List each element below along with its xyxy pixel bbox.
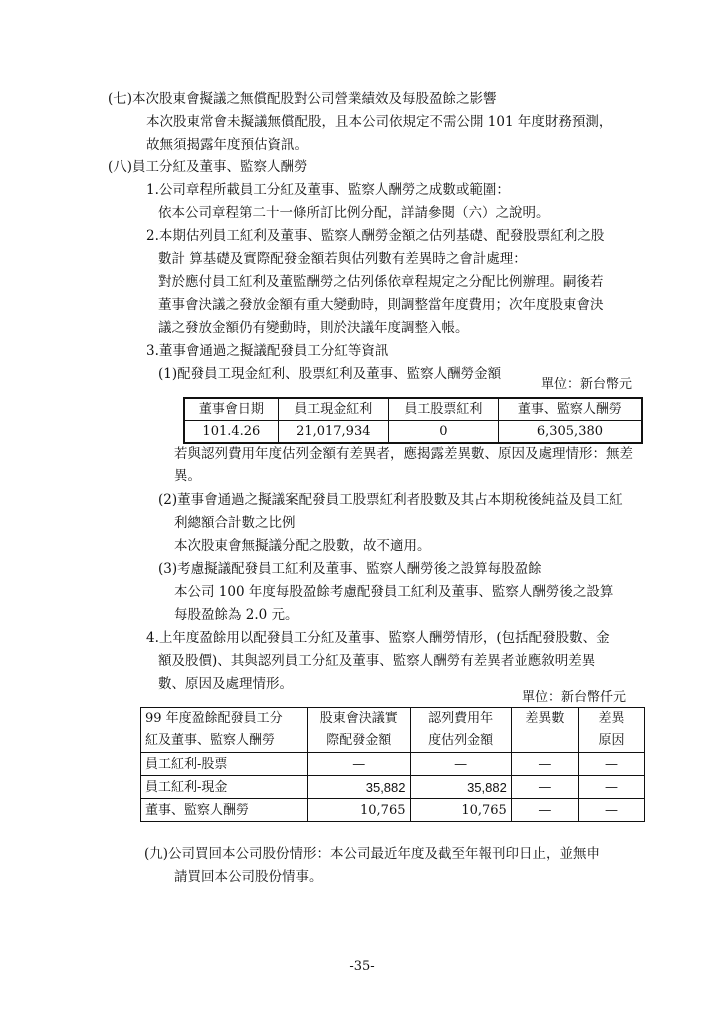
table-row — [184, 421, 642, 444]
table-cell: — — [511, 753, 578, 776]
table-cell: 35,882 — [308, 776, 410, 799]
table-header-cell: 員工股票紅利 — [388, 398, 498, 421]
item2-text-line2: 董事會決議之發放金額有重大變動時，則調整當年度費用；次年度股東會決 — [158, 297, 604, 313]
table-header-cell: 董事、監察人酬勞 — [498, 398, 642, 421]
item3-title: 3.董事會通過之擬議配發員工分紅等資訊 — [146, 343, 389, 359]
item2-text-line1: 對於應付員工紅利及董監酬勞之估列係依章程規定之分配比例辦理。嗣後若 — [158, 274, 604, 290]
header-text: 認列費用年 — [428, 711, 494, 726]
table-header-cell — [141, 708, 308, 753]
table2-unit: 單位：新台幣仟元 — [522, 690, 627, 705]
employee-bonus-table — [183, 397, 643, 444]
item3-sub2-title-line2: 利總額合計數之比例 — [174, 515, 296, 531]
table-cell: 101.4.26 — [184, 421, 278, 444]
section-8-heading: (八)員工分紅及董事、監察人酬勞 — [108, 159, 308, 175]
table-cell: — — [578, 753, 644, 776]
prior-year-distribution-table — [140, 707, 645, 822]
table1-unit: 單位：新台幣元 — [541, 377, 633, 392]
table-cell: 員工紅利-股票 — [141, 753, 308, 776]
section-7-text-line1: 本次股東常會未擬議無償配股，且本公司依規定不需公開 101 年度財務預測， — [146, 114, 613, 130]
table-header-cell: 董事會日期 — [184, 398, 278, 421]
item3-sub3-text-line1: 本公司 100 年度每股盈餘考慮配發員工紅利及董事、監察人酬勞後之設算 — [174, 584, 614, 600]
table-cell: 10,765 — [308, 799, 410, 822]
header-text: 股東會決議實 — [319, 711, 398, 726]
table-header-cell: 員工現金紅利 — [278, 398, 388, 421]
header-text: 差異數 — [525, 711, 565, 726]
table-cell: 6,305,380 — [498, 421, 642, 444]
item4-title-line3: 數、原因及處理情形。 — [158, 676, 293, 692]
header-text: 原因 — [598, 733, 625, 748]
table-row — [141, 799, 645, 822]
table-header-cell — [578, 708, 644, 753]
header-text: 99 年度盈餘配發員工分 — [145, 711, 283, 726]
item3-sub2-text: 本次股東會無擬議分配之股數，故不適用。 — [174, 538, 431, 554]
section-9-line1: (九)公司買回本公司股份情形：本公司最近年度及截至年報刊印日止，並無申 — [144, 846, 601, 862]
item1-text: 依本公司章程第二十一條所訂比例分配，詳請參閱（六）之說明。 — [158, 205, 550, 221]
item3-sub2-title-line1: (2)董事會通過之擬議案配發員工股票紅利者股數及其占本期稅後純益及員工紅 — [158, 492, 623, 508]
item4-title-line2: 額及股價)、其與認列員工分紅及董事、監察人酬勞有差異者並應敘明差異 — [158, 653, 596, 669]
table-header-row — [141, 708, 645, 753]
table-cell: 0 — [388, 421, 498, 444]
item3-note-line1: 若與認列費用年度估列金額有差異者，應揭露差異數、原因及處理情形：無差 — [174, 446, 633, 462]
table-cell: — — [410, 753, 511, 776]
table-header-cell — [511, 708, 578, 753]
item2-title-line1: 2.本期估列員工紅利及董事、監察人酬勞金額之估列基礎、配發股票紅利之股 — [146, 228, 605, 244]
table-row — [141, 776, 645, 799]
table-cell: — — [511, 799, 578, 822]
table-cell: 21,017,934 — [278, 421, 388, 444]
table-header-row — [184, 398, 642, 421]
table-header-cell — [308, 708, 410, 753]
section-9-line2: 請買回本公司股份情事。 — [174, 869, 323, 885]
header-text: 差異 — [598, 711, 625, 726]
table-cell: — — [511, 776, 578, 799]
item3-sub3-title: (3)考慮擬議配發員工紅利及董事、監察人酬勞後之設算每股盈餘 — [158, 561, 542, 577]
item2-title-line2: 數計 算基礎及實際配發金額若與估列數有差異時之會計處理： — [158, 251, 527, 267]
section-7-heading: (七)本次股東會擬議之無償配股對公司營業績效及每股盈餘之影響 — [108, 91, 497, 107]
item3-note-line2: 異。 — [174, 468, 201, 484]
table-cell: 35,882 — [410, 776, 511, 799]
item4-title-line1: 4.上年度盈餘用以配發員工分紅及董事、監察人酬勞情形，(包括配發股數、金 — [146, 630, 610, 646]
item3-sub1-title: (1)配發員工現金紅利、股票紅利及董事、監察人酬勞金額 — [158, 366, 502, 382]
item3-sub3-text-line2: 每股盈餘為 2.0 元。 — [174, 607, 299, 623]
table-cell: — — [308, 753, 410, 776]
table-cell: 董事、監察人酬勞 — [141, 799, 308, 822]
table-cell: 10,765 — [410, 799, 511, 822]
table-cell: — — [578, 776, 644, 799]
item2-text-line3: 議之發放金額仍有變動時，則於決議年度調整入帳。 — [158, 320, 469, 336]
header-text: 際配發金額 — [326, 733, 392, 748]
item1-title: 1.公司章程所載員工分紅及董事、監察人酬勞之成數或範圍： — [146, 182, 510, 198]
header-text: 紅及董事、監察人酬勞 — [145, 733, 276, 748]
table-row — [141, 753, 645, 776]
section-7-text-line2: 故無須揭露年度預估資訊。 — [146, 137, 308, 153]
page-number: -35- — [349, 959, 375, 974]
header-text: 度估列金額 — [428, 733, 494, 748]
table-header-cell — [410, 708, 511, 753]
table-cell: — — [578, 799, 644, 822]
table-cell: 員工紅利-現金 — [141, 776, 308, 799]
